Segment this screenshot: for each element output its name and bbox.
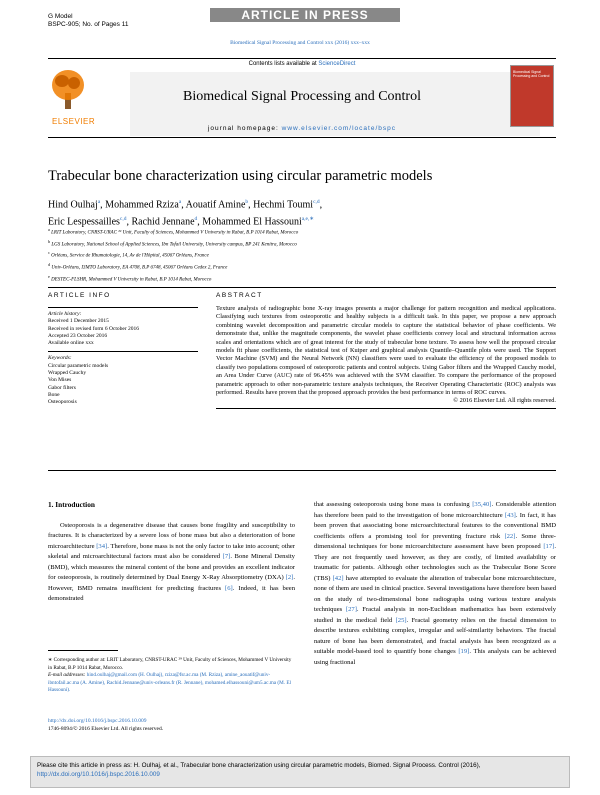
header-citation[interactable]: Biomedical Signal Processing and Control xxx (2016) xxx–xxx [230,40,370,46]
author-name[interactable]: Eric Lespessailles [48,216,120,228]
author-name[interactable]: , Hechmi Toumi [248,199,314,211]
header-meta [48,13,128,29]
affiliation-item: $^c$ Orléans, Service de Rhumatologie, 14, Av de l'Hôpital, 45067 Orléans, France [48,250,209,259]
citation-box [30,756,570,788]
issn-copyright: 1746-8094/© 2016 Elsevier Ltd. All rights reserved. [48,726,164,732]
abstract [216,305,556,409]
divider [48,287,556,288]
affiliation-item: $^d$ Univ-Orléans, I3MTO Laboratory, EA 4708, B.P 6748, 45067 Orléans Cedex 2, France [48,261,228,271]
affiliation-marker[interactable]: c,d [313,199,320,205]
article-info-heading: ARTICLE INFO [48,292,111,299]
author-list [48,195,548,230]
article-info [48,303,198,407]
keyword: Bone [48,391,60,398]
doi-link[interactable]: http://dx.doi.org/10.1016/j.bspc.2016.10.009 [48,718,147,724]
reference-link[interactable]: [34] [96,542,108,550]
paragraph: that assessing osteoporosis using bone mass is confusing [35,40]. Considerable attention has therefore been paid to the investigation of bone microarchitecture [43]. In fact, it has been proven that associating bone microarchitectural features to the conventional BMD coefficients offers a promising tool for preventing fracture risk [22]. Some three-dimensional techniques for bone microarchitecture assessment have been proposed [17]. They are not frequently used however, as they are costly, of limited availability or traumatic for patients. Although other technologies such as the Trabecular Bone Score (TBS) [42] have attempted to evaluate the alteration of trabecular bone microarchitecture, none of them are used in clinical practice. Several investigations have therefore been based on the study of two-dimensional bone radiographs using various texture analysis techniques [27]. Fractal analysis in non-Euclidean mathematics has been extensively studied in the medical field [25]. Fractal geometry relies on the fractal dimension to describe textures exhibiting complex, irregular and self-similarity behaviors. The fractal nature of bone has been demonstrated, and fractal analysis has been recognized as a suitable model-based tool to quantify bone changes [19]. This analysis can be achieved using fractional [314,501,556,666]
divider [48,470,556,471]
journal-cover-thumbnail[interactable] [510,65,554,127]
citation-text: Please cite this article in press as: H. Oulhaj, et al., Trabecular bone characterization using circular parametric models, Biomed. Signal Process. Control (2016), [37,762,481,769]
paragraph: Osteoporosis is a degenerative disease that causes bone fragility and susceptibility to fractures. It is characterized by a severe loss of bone mass but also a deterioration of bone microarchitecture [34]. Therefore, bone mass is not the only factor to take into account; other skeletal and microarchitectural factors must also be considered [7]. Bone Mineral Density (BMD), which measures the mineral content of the bone and provides an excellent indicator for osteoporosis, is routinely determined by Dual Energy X-Ray Absorptiometry (DXA) [2]. However, BMD remains insufficient for predicting fractures [6]. Indeed, it has been demonstrated [48,521,296,602]
history-item: Available online xxx [48,340,94,347]
keyword: Wrapped Cauchy [48,370,87,377]
corresponding-author: ∗ Corresponding author at: LRIT Laboratory, CNRST-URAC ²⁹ Unit, Faculty of Sciences, Mohammed V University in Rabat, B.P 1014 Rabat, Morocco. [48,657,292,671]
reference-link[interactable]: [6] [225,584,233,592]
affiliation-item: $^e$ DESTEC-FLSHR, Mohammed V University in Rabat, B.P 1014 Rabat, Morocco [48,273,212,283]
citation-doi-link[interactable]: http://dx.doi.org/10.1016/j.bspc.2016.10.009 [37,771,160,778]
history-item: Accepted 23 October 2016 [48,332,108,339]
keyword: Gabor filters [48,384,76,391]
elsevier-tree-icon [50,67,86,111]
author-name[interactable]: , Aouatif Amine [181,199,246,211]
homepage-prefix: journal homepage: [207,125,279,132]
homepage-link[interactable]: www.elsevier.com/locate/bspc [281,125,396,132]
journal-header [48,58,556,138]
footnote [48,657,295,695]
journal-homepage [48,125,556,132]
abstract-heading: ABSTRACT [216,292,263,299]
affiliation-marker[interactable]: c,d [119,216,127,223]
reference-link[interactable]: [27] [345,606,357,613]
footnote-rule [48,650,118,651]
email-addresses[interactable]: hind.oulhaj@gmail.com (H. Oulhaj), rziza@fsr.ac.ma (M. Rziza), amine_aouatif@univ-ibntofail.ac.ma (A. Amine), Rachid.Jennane@univ-orleans.fr (R. Jennane), mohamed.elhassouni@um5.ac.ma (M. El Hassouni). [48,672,291,693]
author-name[interactable]: Hind Oulhaj [48,199,98,211]
affiliation-marker[interactable]: a,e,∗ [301,216,314,223]
keywords-label: Keywords: [48,355,72,362]
reference-link[interactable]: [42] [332,574,344,582]
author-name[interactable]: , Rachid Jennane [126,216,195,228]
sciencedirect-link[interactable]: ScienceDirect [318,61,356,67]
reference-link[interactable]: [35,40] [472,501,492,508]
reference-link[interactable]: [7] [222,553,231,560]
article-title: Trabecular bone characterization using circular parametric models [48,168,433,184]
reference-link[interactable]: [17] [543,543,555,550]
journal-code: G Model [48,13,73,20]
affiliation-marker[interactable]: a [97,199,101,205]
keyword: Von Mises [48,377,72,384]
contents-prefix: Contents lists available at [248,61,317,67]
affiliation-marker[interactable]: a [178,199,182,205]
abstract-text: Texture analysis of radiographic bone X-ray images presents a major challenge for pattern recognition and medical applications. Classifying such textures from osteoporotic and healthy subjects is a difficult task. In this paper, we propose a new approach combining wavelet decomposition and parametric circular models to capture the statistical behavior of phase coefficients. We demonstrate that, unlike the magnitude components, the wavelet phase coefficients convey local and structural information across scales and orientations which are of great interest for the study of trabecular bone texture. To assess how well the proposed circular models fit phase coefficients, the statistical test of Kuiper and graphical analysis Quantile–Quantile plots were used. The Support Vector Machine (SVM) and the Neural Network (NN) classifiers were used to evaluate the efficiency of the proposed models to classify two populations composed of osteoporotic patients and control subjects. Using Gabor filters and the Wrapped Cauchy model, an Area Under Curve (AUC) rate of 96.45% was achieved with the SVM classifier. To compare the performance of the proposed parametric approach to other non-parametric texture analysis techniques, the Receiver Operating Characteristic (ROC) analysis was performed. Results have proven that the proposed approach provides the best performance in terms of ROC curves. [216,305,556,397]
body-column-right [314,500,556,668]
reference-link[interactable]: [43] [504,511,516,519]
author-separator: , [319,199,323,211]
author-name[interactable]: , Mohammed Rziza [100,199,179,211]
reference-link[interactable]: [19] [458,648,470,655]
journal-title: Biomedical Signal Processing and Control [183,89,421,104]
divider [48,307,198,308]
article-in-press-banner: ARTICLE IN PRESS [210,8,400,22]
affiliations [48,226,548,284]
copyright: © 2016 Elsevier Ltd. All rights reserved. [453,397,556,405]
affiliation-marker[interactable]: d [194,216,198,223]
history-item: Received 1 December 2015 [48,318,109,325]
keyword: Circular parametric models [48,362,109,369]
author-name[interactable]: , Mohammed El Hassouni [197,216,302,228]
affiliation-item: $^a$ LRIT Laboratory, CNRST-URAC ²⁹ Unit, Faculty of Sciences, Mohammed V University in Rabat, B.P 1014 Rabat, Morocco [48,227,299,236]
manuscript-info: BSPC-905; No. of Pages 11 [48,21,129,28]
cover-title: Biomedical Signal Processing and Control [513,70,550,78]
section-heading: 1. Introduction [48,500,95,509]
affiliation-item: $^b$ LGS Laboratory, National School of Applied Sciences, Ibn Tofail University, University campus, BP 241 Kenitra, Morocco [48,238,297,248]
reference-link[interactable]: [22] [504,532,516,540]
elsevier-wordmark: ELSEVIER [52,117,96,126]
divider [48,351,198,352]
reference-link[interactable]: [25] [395,616,407,624]
email-label: E-mail addresses: [48,672,86,678]
history-item: Received in revised form 6 October 2016 [48,325,140,332]
body-column-left [48,500,295,605]
history-label: Article history: [48,311,82,317]
doi-block [48,717,163,733]
contents-line [48,61,556,67]
reference-link[interactable]: [2] [285,574,294,581]
affiliation-marker[interactable]: b [245,199,249,205]
keyword: Osteoporosis [48,399,77,406]
